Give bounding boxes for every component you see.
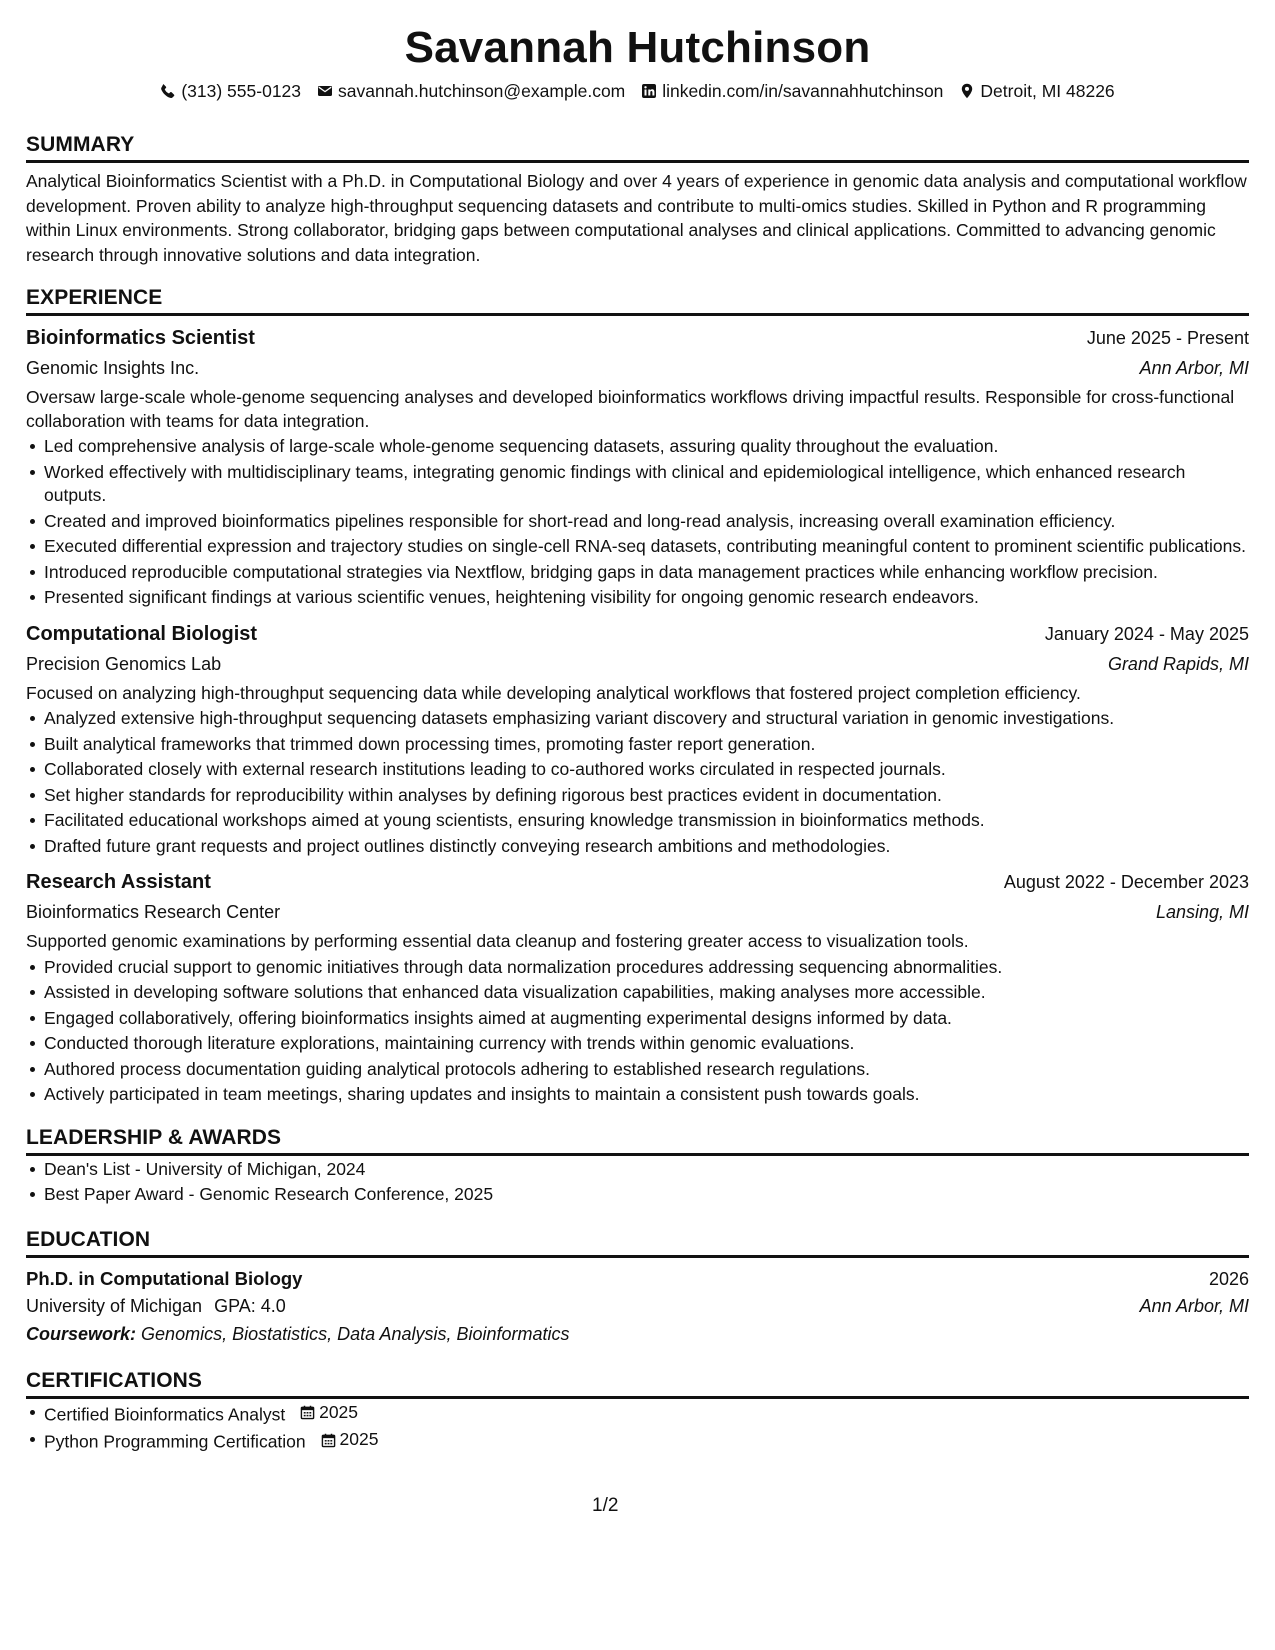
education-section <box>26 1227 1249 1348</box>
list-item: Led comprehensive analysis of large-scale whole-genome sequencing datasets, assuring quality throughout the evaluation. <box>44 435 1249 459</box>
job-title: Research Assistant <box>26 871 211 893</box>
envelope-icon <box>317 83 333 99</box>
phone-text: (313) 555-0123 <box>181 81 302 101</box>
certifications-section <box>26 1368 1249 1455</box>
job-dates: June 2025 - Present <box>1086 328 1249 348</box>
job-description: Supported genomic examinations by performing essential data cleanup and fostering greater access to visualization tools. <box>26 931 969 951</box>
job-location: Grand Rapids, MI <box>1107 653 1249 674</box>
calendar-icon <box>300 1405 315 1420</box>
job-dates: August 2022 - December 2023 <box>1003 872 1249 892</box>
list-item: Presented significant findings at various scientific venues, heightening visibility for ongoing genomic research endeavors. <box>44 586 1249 610</box>
cert-name: Python Programming Certification <box>44 1431 306 1452</box>
job-entry <box>26 868 1249 1107</box>
phone-icon <box>160 83 176 99</box>
list-item: Assisted in developing software solutions that enhanced data visualization capabilities, making analyses more accessible. <box>44 981 1249 1005</box>
linkedin-link[interactable]: linkedin.com/in/savannahhutchinson <box>662 81 944 101</box>
list-item: Worked effectively with multidisciplinary teams, integrating genomic findings with clinical and epidemiological intelligence, which enhanced research outputs. <box>44 461 1249 508</box>
job-location: Ann Arbor, MI <box>1139 358 1249 378</box>
list-item: Provided crucial support to genomic initiatives through data normalization procedures addressing sequencing abnormalities. <box>44 956 1249 980</box>
job-dates: January 2024 - May 2025 <box>1044 623 1249 644</box>
cert-date <box>321 1428 379 1452</box>
school-line <box>26 1292 286 1320</box>
coursework <box>26 1320 1249 1348</box>
linkedin-icon <box>641 83 657 99</box>
list-item: Built analytical frameworks that trimmed down processing times, promoting faster report generation. <box>44 733 1249 757</box>
gpa: GPA: 4.0 <box>214 1295 286 1316</box>
job-title: Bioinformatics Scientist <box>26 327 255 349</box>
list-item: Best Paper Award - Genomic Research Conference, 2025 <box>44 1183 1249 1207</box>
certifications-list <box>26 1401 1249 1455</box>
location-text: Detroit, MI 48226 <box>980 81 1115 101</box>
contact-email[interactable] <box>317 80 625 102</box>
job-bullets <box>26 956 1249 1107</box>
summary-text: Analytical Bioinformatics Scientist with a Ph.D. in Computational Biology and over 4 years of experience in genomic data analysis and computational workflow development. Proven ability to analyze high-throughput sequencing datasets and contribute to multi-omics studies. Skilled in Python and R programming within Linux environments. Strong collaborator, bridging gaps between computational analyses and clinical applications. Committed to advancing genomic research through innovative solutions and data integration. <box>26 171 1247 265</box>
job-location: Lansing, MI <box>1155 902 1249 922</box>
job-description: Focused on analyzing high-throughput sequencing data while developing analytical workflows that fostered project completion efficiency. <box>26 682 1081 703</box>
list-item <box>44 1401 1249 1427</box>
degree: Ph.D. in Computational Biology <box>26 1267 303 1289</box>
email-link[interactable]: savannah.hutchinson@example.com <box>338 81 626 101</box>
awards-section <box>26 1125 1249 1207</box>
job-title: Computational Biologist <box>26 622 258 645</box>
section-title-certifications: CERTIFICATIONS <box>26 1368 1249 1399</box>
contact-linkedin[interactable] <box>641 80 943 102</box>
summary-section <box>26 132 1249 267</box>
cert-year: 2025 <box>319 1401 359 1422</box>
experience-section <box>26 285 1249 1107</box>
list-item: Engaged collaboratively, offering bioinformatics insights aimed at augmenting experimental designs informed by data. <box>44 1007 1249 1031</box>
cert-name: Certified Bioinformatics Analyst <box>44 1403 286 1424</box>
school-location: Ann Arbor, MI <box>1139 1295 1249 1316</box>
job-bullets <box>26 435 1249 610</box>
list-item: Drafted future grant requests and project outlines distinctly conveying research ambitions and methodologies. <box>44 835 1249 859</box>
job-bullets <box>26 707 1249 858</box>
list-item: Conducted thorough literature explorations, maintaining currency with trends within genomic evaluations. <box>44 1032 1249 1056</box>
awards-list <box>26 1158 1249 1207</box>
list-item: Created and improved bioinformatics pipelines responsible for short-read and long-read analysis, increasing overall examination efficiency. <box>44 510 1249 534</box>
map-pin-icon <box>959 83 975 99</box>
contact-location <box>959 80 1114 102</box>
section-title-education: EDUCATION <box>26 1227 1249 1258</box>
graduation-year: 2026 <box>1208 1268 1249 1289</box>
contact-phone <box>160 80 301 102</box>
job-company: Precision Genomics Lab <box>26 653 222 674</box>
section-title-summary: SUMMARY <box>26 132 1249 163</box>
list-item: Actively participated in team meetings, sharing updates and insights to maintain a consistent push towards goals. <box>44 1083 1249 1107</box>
list-item: Set higher standards for reproducibility within analyses by defining rigorous best practices evident in documentation. <box>44 784 1249 808</box>
job-company: Bioinformatics Research Center <box>26 902 281 922</box>
job-description: Oversaw large-scale whole-genome sequencing analyses and developed bioinformatics workflows driving impactful results. Responsible for cross-functional collaboration with teams for data integration. <box>26 387 1235 431</box>
list-item: Dean's List - University of Michigan, 2024 <box>44 1158 1249 1182</box>
coursework-label: Coursework: <box>26 1323 137 1344</box>
list-item: Facilitated educational workshops aimed at young scientists, ensuring knowledge transmission in bioinformatics methods. <box>44 809 1249 833</box>
list-item: Executed differential expression and trajectory studies on single-cell RNA-seq datasets, contributing meaningful content to prominent scientific publications. <box>44 535 1249 559</box>
resume-content <box>26 22 1249 1454</box>
list-item: Introduced reproducible computational strategies via Nextflow, bridging gaps in data management practices while enhancing workflow precision. <box>44 561 1249 585</box>
list-item: Authored process documentation guiding analytical protocols adhering to established research regulations. <box>44 1058 1249 1082</box>
page-number: 1/2 <box>592 1495 619 1516</box>
school-name: University of Michigan <box>26 1295 203 1316</box>
contact-bar <box>26 80 1249 102</box>
cert-date <box>300 1401 358 1425</box>
cert-year: 2025 <box>339 1429 379 1450</box>
list-item: Analyzed extensive high-throughput sequencing datasets emphasizing variant discovery and structural variation in genomic investigations. <box>44 707 1249 731</box>
list-item <box>44 1428 1249 1454</box>
section-title-awards: LEADERSHIP & AWARDS <box>26 1125 1249 1156</box>
candidate-name: Savannah Hutchinson <box>404 23 871 72</box>
section-title-experience: EXPERIENCE <box>26 285 1249 316</box>
calendar-icon <box>321 1433 336 1448</box>
job-entry <box>26 620 1249 859</box>
coursework-list: Genomics, Biostatistics, Data Analysis, Bioinformatics <box>141 1323 570 1344</box>
job-company: Genomic Insights Inc. <box>26 358 200 378</box>
list-item: Collaborated closely with external research institutions leading to co-authored works circulated in respected journals. <box>44 758 1249 782</box>
job-entry <box>26 324 1249 610</box>
